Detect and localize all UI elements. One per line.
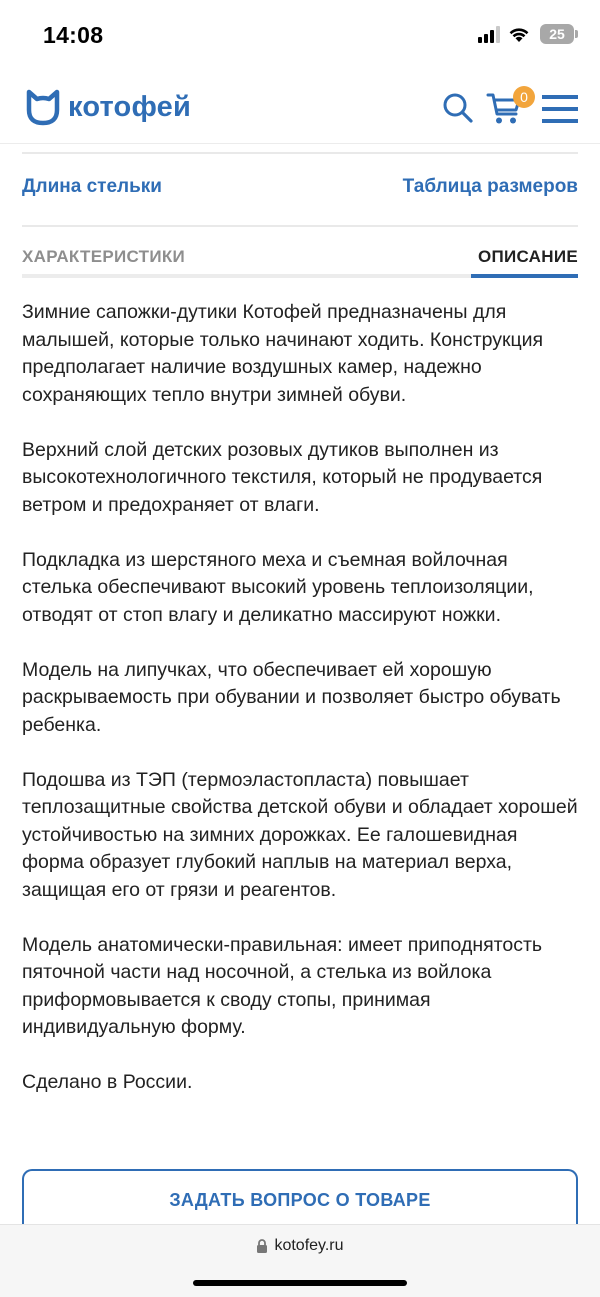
ask-question-button[interactable]: ЗАДАТЬ ВОПРОС О ТОВАРЕ [22,1169,578,1229]
status-icons [478,24,574,44]
divider [22,225,578,227]
description-paragraph: Подкладка из шерстяного меха и съемная войлочная стелька обеспечивают высокий уровень теплоизоляции, отводят от стоп влагу и деликатно массируют ножки. [22,548,534,626]
url-display[interactable] [0,1237,600,1255]
description-paragraph: Подошва из ТЭП (термоэластопласта) повышает теплозащитные свойства детской обуви и обладает хорошей устойчивостью на зимних дорожках. Ее галошевидная форма образует глубокий наплыв на материал верха, защищая его от грязи и реагентов. [22,768,578,901]
description-paragraph: Модель на липучках, что обеспечивает ей хорошую раскрываемость при обувании и позволяет быстро обувать ребенка. [22,658,561,736]
size-table-link[interactable]: Таблица размеров [402,176,578,197]
tab-description[interactable]: ОПИСАНИЕ [477,247,578,266]
description-paragraph: Модель анатомически-правильная: имеет приподнятость пяточной части над носочной, а стелька из войлока приформовывается к своду стопы, принимая индивидуальную форму. [22,933,543,1038]
description-paragraph: Зимние сапожки-дутики Котофей предназначены для малышей, которые только начинают ходить. Конструкция предполагает наличие воздушных камер, надежно сохраняющих тепло внутри зимней обуви. [22,301,544,406]
logo-text: котофей [68,90,192,123]
cat-logo-icon [24,88,62,126]
status-bar [0,0,600,70]
active-tab-indicator [471,274,578,278]
size-links [22,176,578,198]
divider [22,152,578,154]
browser-address-bar[interactable] [0,1224,600,1297]
product-tabs [22,244,578,278]
battery-icon: 25 [540,24,574,44]
home-indicator[interactable] [193,1280,407,1286]
cart-count-badge: 0 [513,86,535,108]
product-description [22,299,582,1124]
status-time: 14:08 [43,22,104,48]
tab-characteristics[interactable]: ХАРАКТЕРИСТИКИ [22,247,186,266]
insole-length-link[interactable]: Длина стельки [22,176,162,197]
menu-icon[interactable] [542,94,578,124]
site-header [0,70,600,144]
lock-icon [256,1239,268,1254]
logo[interactable] [24,88,191,126]
description-paragraph: Верхний слой детских розовых дутиков выполнен из высокотехнологичного текстиля, который не продувается ветром и предохраняет от влаги. [22,438,543,516]
signal-icon [478,25,500,43]
search-icon[interactable] [442,92,474,124]
wifi-icon [508,26,530,43]
description-paragraph: Сделано в России. [22,1071,193,1093]
url-text: kotofey.ru [274,1237,344,1254]
